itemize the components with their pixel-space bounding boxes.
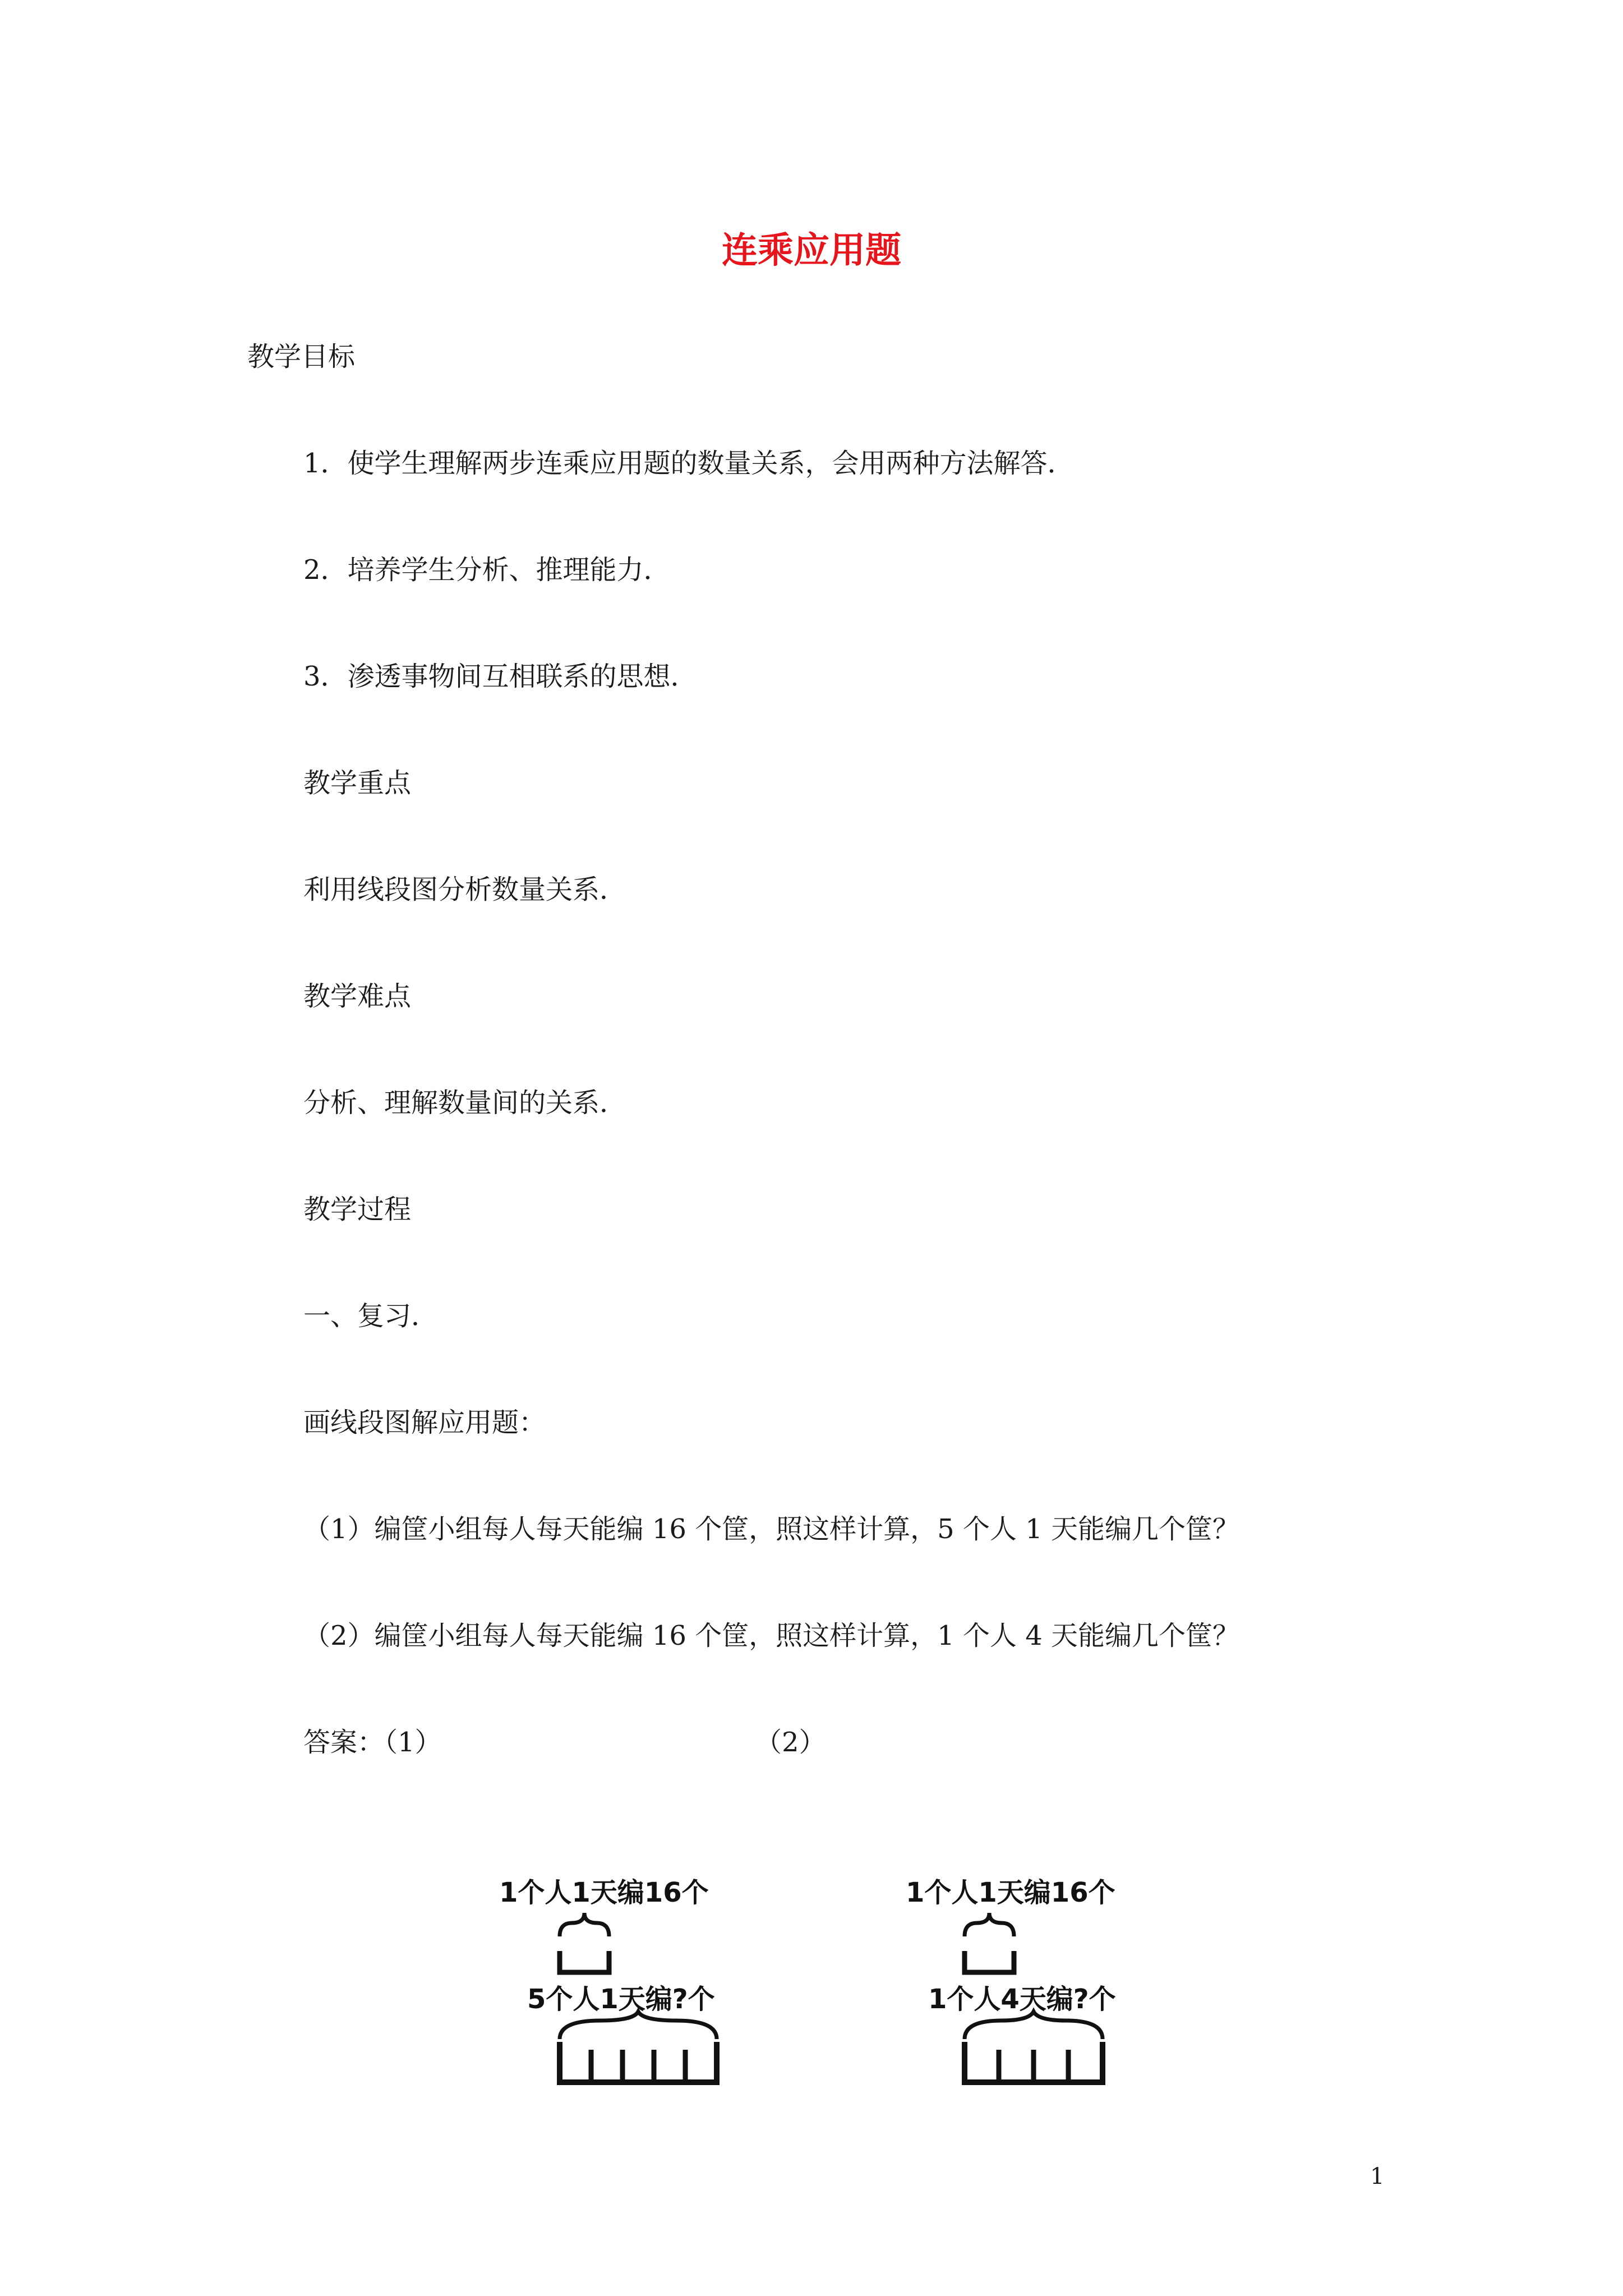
difficulty-text: 分析、理解数量间的关系． bbox=[303, 1087, 627, 1119]
page-title: 连乘应用题 bbox=[722, 229, 901, 272]
diagram-brace bbox=[965, 1913, 1014, 1936]
answer-label-2: （2） bbox=[755, 1727, 826, 1758]
diagram-brace bbox=[965, 2012, 1103, 2039]
diagram-unit-segment bbox=[965, 1951, 1014, 1972]
diagram-unit-segment bbox=[560, 1951, 609, 1972]
diagram-top-label: 1个人1天编16个 bbox=[499, 1877, 709, 1908]
diagram-top-label: 1个人1天编16个 bbox=[906, 1877, 1115, 1908]
answer-label: 答案：（1） bbox=[303, 1727, 442, 1758]
objective-2: 2．培养学生分析、推理能力． bbox=[303, 554, 671, 586]
objectives-heading: 教学目标 bbox=[247, 341, 356, 372]
page-number: 1 bbox=[1370, 2164, 1385, 2189]
process-heading: 教学过程 bbox=[303, 1194, 412, 1225]
segment-diagram-left bbox=[494, 1868, 740, 2092]
difficulty-heading: 教学难点 bbox=[303, 981, 412, 1012]
objective-3: 3．渗透事物间互相联系的思想． bbox=[303, 661, 698, 692]
key-point-heading: 教学重点 bbox=[303, 767, 412, 799]
diagram-bottom-label: 5个人1天编?个 bbox=[527, 1984, 715, 2015]
review-heading: 一、复习． bbox=[303, 1300, 439, 1332]
diagram-segment-line bbox=[965, 2042, 1103, 2082]
problem-1: （1）编筐小组每人每天能编 16 个筐，照这样计算，5 个人 1 天能编几个筐？ bbox=[303, 1513, 1239, 1545]
review-intro: 画线段图解应用题： bbox=[303, 1407, 546, 1438]
objective-1: 1．使学生理解两步连乘应用题的数量关系，会用两种方法解答． bbox=[303, 448, 1075, 479]
diagram-bottom-label: 1个人4天编?个 bbox=[928, 1984, 1116, 2015]
diagram-segment-line bbox=[560, 2042, 717, 2082]
key-point-text: 利用线段图分析数量关系． bbox=[303, 874, 627, 905]
diagram-brace bbox=[560, 2012, 717, 2039]
diagram-brace bbox=[560, 1913, 609, 1936]
problem-2: （2）编筐小组每人每天能编 16 个筐，照这样计算，1 个人 4 天能编几个筐？ bbox=[303, 1620, 1239, 1651]
segment-diagram-right bbox=[900, 1868, 1136, 2092]
